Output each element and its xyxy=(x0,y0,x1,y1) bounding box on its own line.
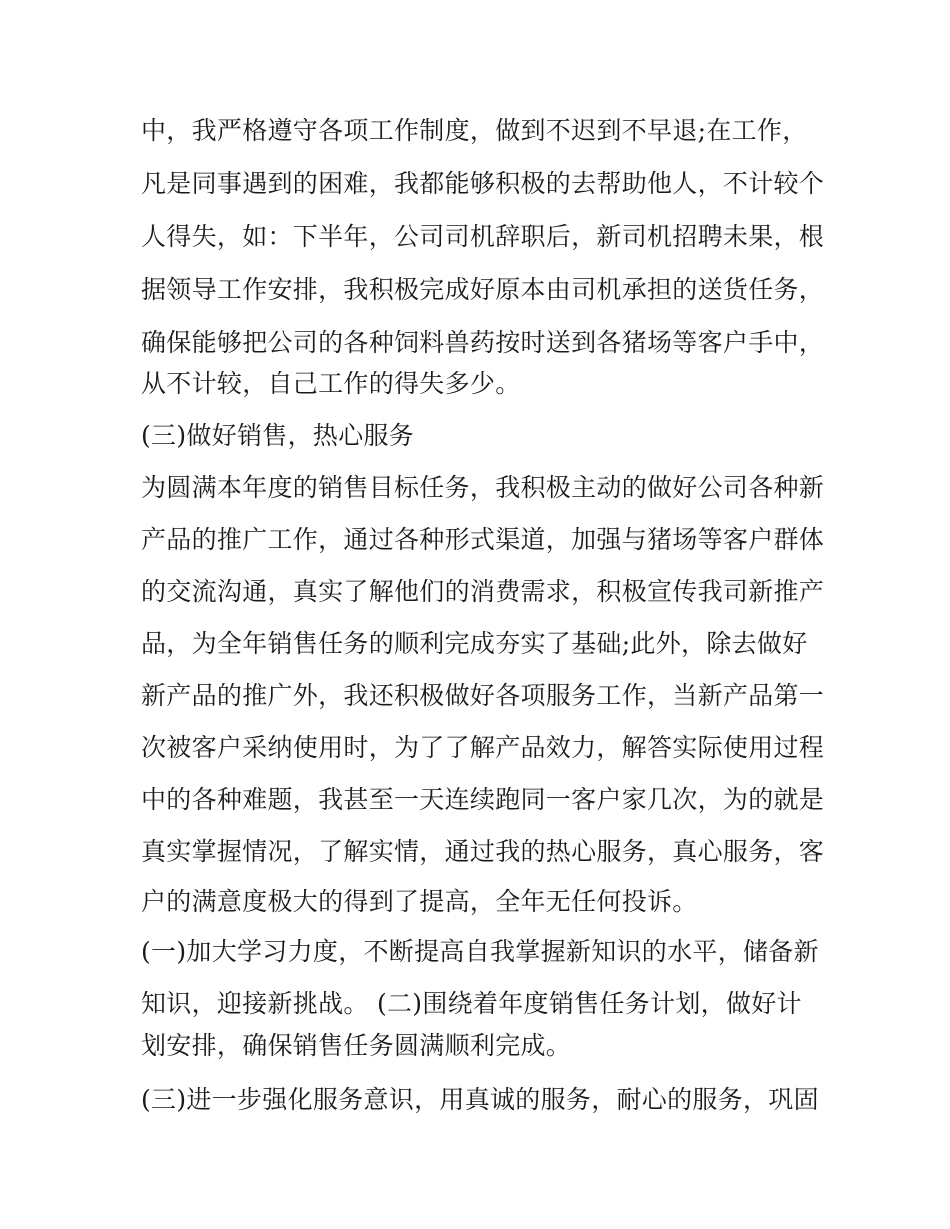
text-line: 次被客户采纳使用时，为了了解产品效力，解答实际使用过程 xyxy=(141,733,825,762)
text-line: 新产品的推广外，我还积极做好各项服务工作，当新产品第一 xyxy=(141,681,825,710)
text-line: 确保能够把公司的各种饲料兽药按时送到各猪场等客户手中， xyxy=(141,328,825,357)
text-line: 人得失，如：下半年，公司司机辞职后，新司机招聘未果，根 xyxy=(141,222,825,251)
text-line: 中，我严格遵守各项工作制度，做到不迟到不早退;在工作， xyxy=(141,116,808,145)
text-line: 凡是同事遇到的困难，我都能够积极的去帮助他人，不计较个 xyxy=(141,169,825,198)
text-line: (一)加大学习力度，不断提高自我掌握新知识的水平，储备新 xyxy=(141,937,819,966)
text-line: 中的各种难题，我甚至一天连续跑同一客户家几次，为的就是 xyxy=(141,785,825,814)
text-line: 为圆满本年度的销售目标任务，我积极主动的做好公司各种新 xyxy=(141,473,825,502)
text-line: 从不计较，自己工作的得失多少。 xyxy=(141,369,521,398)
text-line: 产品的推广工作，通过各种形式渠道，加强与猪场等客户群体 xyxy=(141,525,825,554)
text-line: 的交流沟通，真实了解他们的消费需求，积极宣传我司新推产 xyxy=(141,577,825,606)
section-heading: (三)做好销售，热心服务 xyxy=(141,421,415,450)
text-line: 户的满意度极大的得到了提高，全年无任何投诉。 xyxy=(141,887,698,916)
text-line: 据领导工作安排，我积极完成好原本由司机承担的送货任务， xyxy=(141,275,825,304)
text-line: 划安排，确保销售任务圆满顺利完成。 xyxy=(141,1031,572,1060)
text-line: 知识，迎接新挑战。 (二)围绕着年度销售任务计划，做好计 xyxy=(141,989,802,1018)
text-line: (三)进一步强化服务意识，用真诚的服务，耐心的服务，巩固 xyxy=(141,1085,819,1114)
text-line: 真实掌握情况，了解实情，通过我的热心服务，真心服务，客 xyxy=(141,837,825,866)
text-line: 品，为全年销售任务的顺利完成夯实了基础;此外，除去做好 xyxy=(141,629,808,658)
